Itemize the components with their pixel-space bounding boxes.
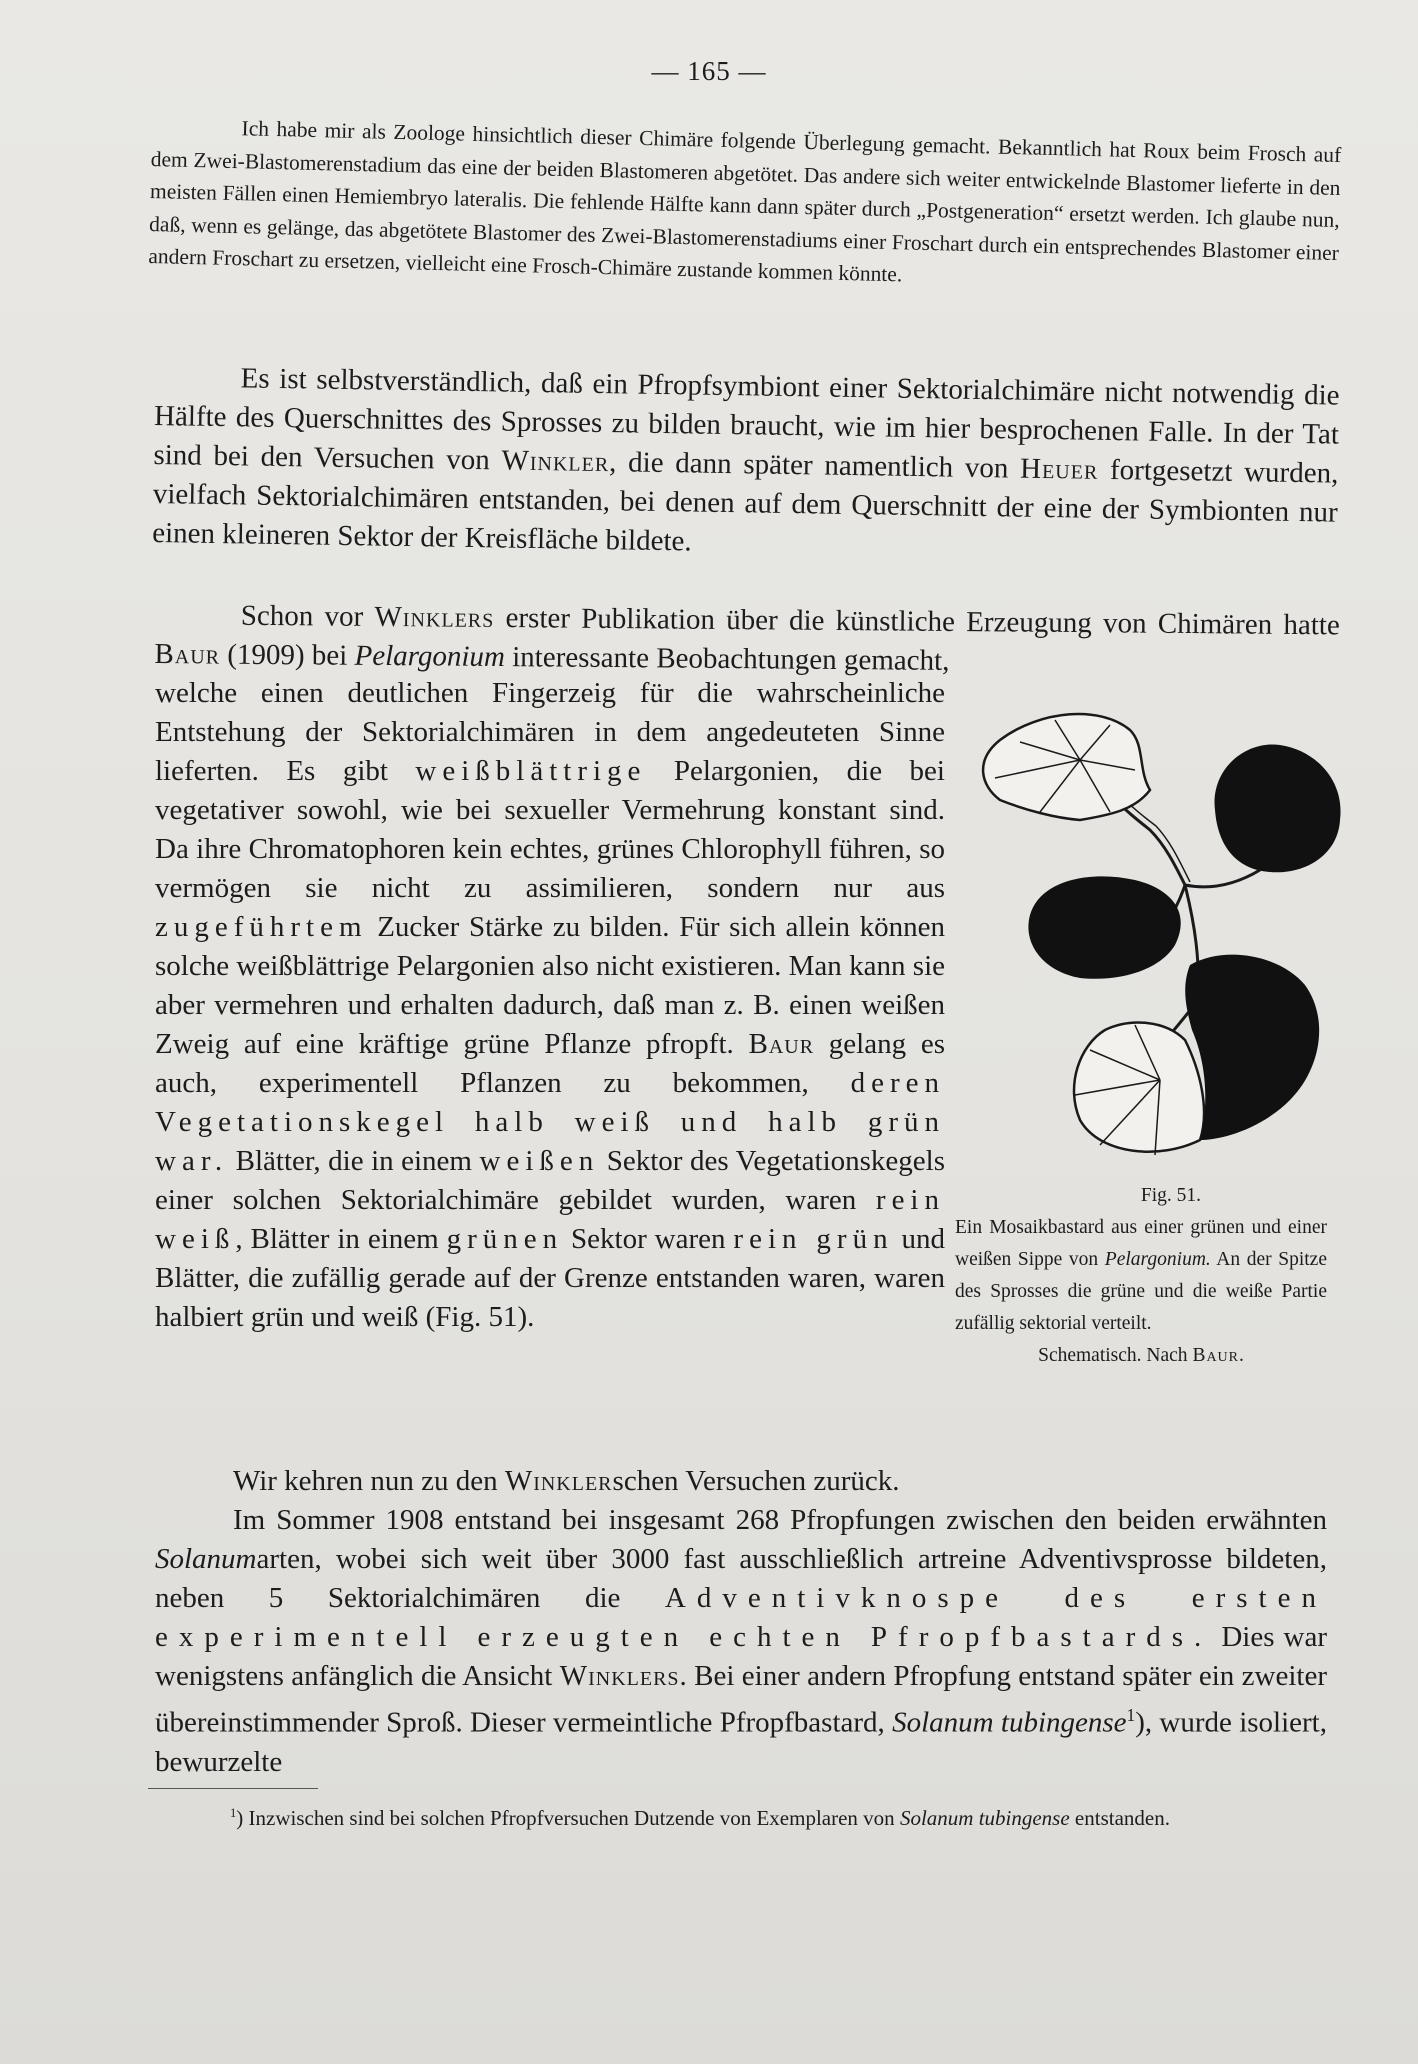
figure-label: Fig. 51.: [1140, 1185, 1202, 1206]
footnote: $^1$) Inzwischen sind bei solchen Pfropfversuchen Dutzende von Exemplaren von Solanum tubingense entstanden.: [230, 1806, 1170, 1830]
footnote-rule: [148, 1788, 318, 1789]
taxon-pelargonium: Pelargonium: [354, 639, 506, 674]
author-baur: Baur: [154, 637, 221, 671]
paragraph-baur-intro: Schon vor Winklers erster Publikation über die künstliche Erzeugung von Chimären hatte Baur (1909) bei Pelargonium interessante Beobachtungen gemacht,: [154, 599, 1340, 677]
paragraph-zoologist-note: Ich habe mir als Zoologe hinsichtlich dieser Chimäre folgende Überlegung gemacht. Bekanntlich hat Roux beim Frosch auf dem Zwei-Blastomerenstadium das eine der beiden Blastomeren abgetötet. Das andere sich weiter entwickelnde Blastomer lieferte in den meisten Fällen einen Hemiembryo lateralis. Die fehlende Hälfte kann dann später durch „Postgeneration“ ersetzt werden. Ich glaube nun, daß, wenn es gelänge, das abgetötete Blastomer des Zwei-Blastomerenstadiums einer Froschart durch ein entsprechendes Blastomer einer andern Froschart zu ersetzen, vielleicht eine Frosch-Chimäre zustande kommen könnte.: [148, 116, 1342, 287]
figure-51-pelargonium-illustration: [960, 700, 1360, 1160]
footnote-marker: 1: [1126, 1705, 1136, 1725]
half-leaf-bottom: [1074, 955, 1319, 1155]
green-leaf-middle: [1028, 876, 1180, 978]
paragraph-sektorialchimaere: Es ist selbstverständlich, daß ein Pfropfsymbiont einer Sektorialchimäre nicht notwendig die Hälfte des Querschnittes des Sprosses zu bilden braucht, wie im hier besprochenen Falle. In der Tat sind bei den Versuchen von Winkler, die dann später namentlich von Heuer fortgesetzt wurden, vielfach Sektorialchimären entstanden, bei denen auf dem Querschnitt der eine der Symbionten nur einen kleineren Sektor der Kreisfläche bildete.: [151, 362, 1340, 558]
white-leaf-top: [983, 714, 1150, 820]
page-number: — 165 —: [651, 56, 767, 86]
figure-51-caption: Fig. 51. Ein Mosaikbastard aus einer grünen und einer weißen Sippe von Pelargonium. An der Spitze des Sprosses die grüne und die weiße Partie zufällig sektorial verteilt. Schematisch. Nach Baur.: [955, 1180, 1327, 1372]
author-winklers: Winklers: [374, 600, 495, 634]
paragraph-sommer-1908: Im Sommer 1908 entstand bei insgesamt 268 Pfropfungen zwischen den beiden erwähnten Solanumarten, wobei sich weit über 3000 fast ausschließlich artreine Adventivsprosse bildeten, neben 5 Sektorialchimären die Adventivknospe des ersten experimentell erzeugten echten Pfropfbastards. Dies war wenigstens anfänglich die Ansicht Winklers. Bei einer andern Pfropfung entstand später ein zweiter übereinstimmender Sproß. Dieser vermeintliche Pfropfbastard, Solanum tubingense$^1$), wurde isoliert, bewurzelte: [155, 1504, 1327, 1778]
author-heuer: Heuer: [1019, 452, 1099, 486]
paragraph-baur-body: welche einen deutlichen Fingerzeig für die wahrscheinliche Entstehung der Sektorialchimären in dem angedeuteten Sinne lieferten. Es gibt weißblättrige Pelargonien, die bei vegetativer sowohl, wie bei sexueller Vermehrung konstant sind. Da ihre Chromatophoren kein echtes, grünes Chlorophyll führen, so vermögen sie nicht zu assimilieren, sondern nur aus zugeführtem Zucker Stärke zu bilden. Für sich allein können solche weißblättrige Pelargonien also nicht existieren. Man kann sie aber vermehren und erhalten dadurch, daß man z. B. einen weißen Zweig auf eine kräftige grüne Pflanze pfropft. Baur gelang es auch, experimentell Pflanzen zu bekommen, deren Vegetationskegel halb weiß und halb grün war. Blätter, die in einem weißen Sektor des Vegetationskegels einer solchen Sektorialchimäre gebildet wurden, waren rein weiß, Blätter in einem grünen Sektor waren rein grün und Blätter, die zufällig gerade auf der Grenze entstanden waren, waren halbiert grün und weiß (Fig. 51).: [155, 677, 945, 1333]
green-leaf-top-right: [1215, 744, 1341, 872]
author-baur-2: Baur: [748, 1028, 815, 1060]
author-winkler: Winkler: [501, 444, 610, 479]
paragraph-return-winkler: Wir kehren nun zu den Winklerschen Versuchen zurück.: [233, 1465, 900, 1497]
